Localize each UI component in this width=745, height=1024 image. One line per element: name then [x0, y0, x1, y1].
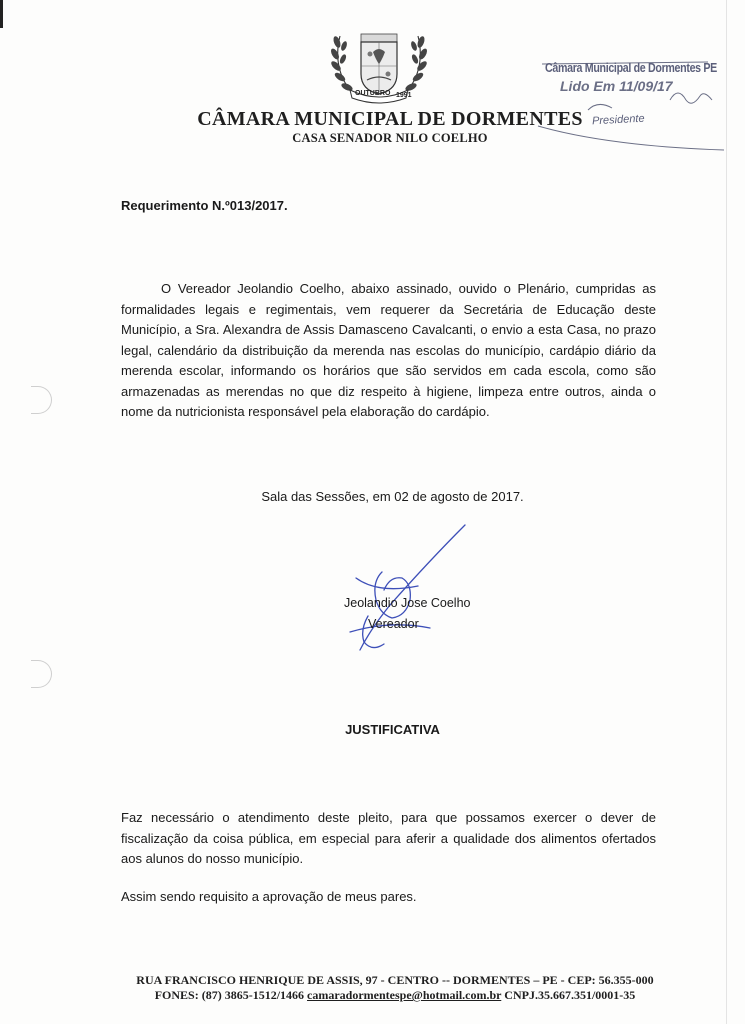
footer-phones: FONES: (87) 3865-1512/1466 — [154, 988, 305, 1002]
crest-ribbon-text: OUTUBRO — [355, 90, 391, 97]
stamp-president: Presidente — [591, 112, 645, 128]
crest-year-text: 1991 — [396, 92, 412, 99]
justification-text: Faz necessário o atendimento deste pleito, para que possamos exercer o dever de fiscalização da coisa pública, em especial para aferir a qualidade dos alimentos ofertados aos alunos do nosso município. — [121, 810, 656, 866]
footer-address: RUA FRANCISCO HENRIQUE DE ASSIS, 97 - CENTRO -- DORMENTES – PE - CEP: 56.355-000 — [136, 973, 654, 987]
scan-edge-mark — [0, 0, 3, 28]
stamp-read-date: Lido Em 11/09/17 — [560, 78, 673, 94]
stamp-institution: Câmara Municipal de Dormentes PE — [545, 60, 717, 75]
institution-title: CÂMARA MUNICIPAL DE DORMENTES — [197, 108, 583, 130]
request-body: O Vereador Jeolandio Coelho, abaixo assinado, ouvido o Plenário, cumpridas as formalidades legais e regimentais, vem requerer da Secretária de Educação deste Município, a Sra. Alexandra de Assis Damasceno Cavalcanti, o envio a esta Casa, no prazo legal, calendário da distribuição da merenda nas escolas do município, cardápio diário da merenda escolar, informando os horários que são servidos em cada escola, como são armazenadas as merendas no que diz respeito à higiene, limpeza entre outros, ainda o nome da nutricionista responsável pela elaboração do cardápio. — [121, 281, 656, 419]
institution-subtitle: CASA SENADOR NILO COELHO — [292, 131, 488, 145]
footer-cnpj: CNPJ.35.667.351/0001-35 — [504, 988, 636, 1002]
place-and-date: Sala das Sessões, em 02 de agosto de 2017. — [261, 489, 524, 504]
closing-sentence: Assim sendo requisito a aprovação de meus pares. — [121, 889, 417, 904]
footer-email-link[interactable]: camaradormentespe@hotmail.com.br — [307, 988, 502, 1002]
justification-heading: JUSTIFICATIVA — [345, 722, 440, 737]
punch-hole — [31, 660, 52, 688]
signer-name: Jeolandio Jose Coelho — [344, 596, 471, 610]
handwritten-signature — [320, 520, 480, 670]
punch-hole — [31, 386, 52, 414]
request-number: Requerimento N.º013/2017. — [121, 198, 288, 213]
footer-contacts — [0, 988, 745, 1003]
signer-role: Vereador — [368, 617, 419, 631]
